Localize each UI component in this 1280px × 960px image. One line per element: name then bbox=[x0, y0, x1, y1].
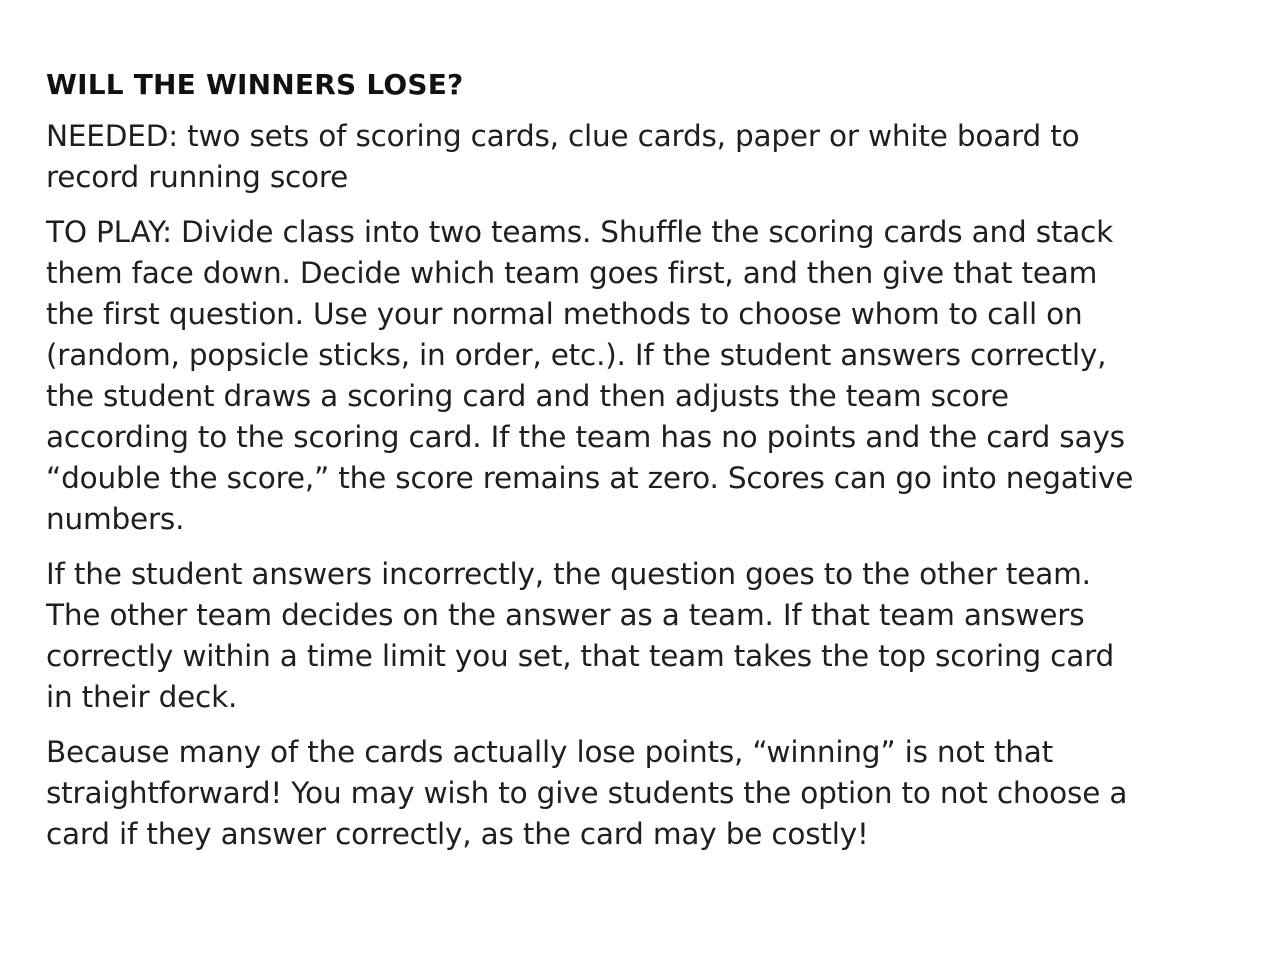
to-play-paragraph: TO PLAY: Divide class into two teams. Shuffle the scoring cards and stack them face down. Decide which team goes first, and then give that team the first question. Use your normal methods to choose whom to call on (random, popsicle sticks, in order, etc.). If the student answers correctly, the student draws a scoring card and then adjusts the team score according to the scoring card. If the team has no points and the card says “double the score,” the score remains at zero. Scores can go into negative numbers. bbox=[46, 215, 1134, 536]
document-page bbox=[46, 64, 1246, 869]
document-title: WILL THE WINNERS LOSE? bbox=[46, 68, 464, 101]
winning-note-paragraph: Because many of the cards actually lose points, “winning” is not that straightforward! You may wish to give students the option to not choose a card if they answer correctly, as the card may be costly! bbox=[46, 735, 1128, 851]
needed-paragraph: NEEDED: two sets of scoring cards, clue cards, paper or white board to record running score bbox=[46, 119, 1080, 194]
incorrect-answer-paragraph: If the student answers incorrectly, the question goes to the other team. The other team decides on the answer as a team. If that team answers correctly within a time limit you set, that team takes the top scoring card in their deck. bbox=[46, 557, 1115, 714]
